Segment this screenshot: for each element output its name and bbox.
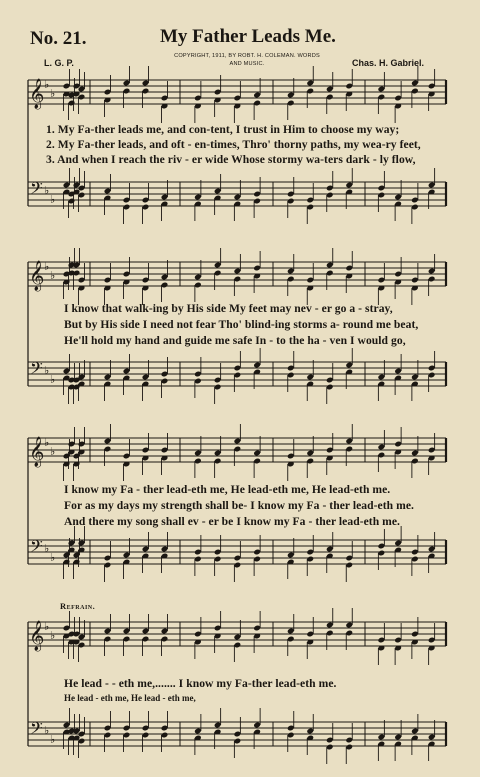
lyric-line: He lead - - eth me,....... I know my Fa-ther lead-eth me. (64, 677, 337, 690)
lyric-line: And there my song shall ev - er be I know my Fa - ther lead-eth me. (64, 515, 401, 528)
author-credit: L. G. P. (44, 58, 74, 68)
flat-sign: ♭ (44, 79, 50, 91)
refrain-label: Refrain. (60, 601, 96, 611)
lyric-line: 2. My Fa-ther leads, and oft - en-times, Thro' thorny paths, my wea-ry feet, (46, 138, 421, 151)
flat-sign: ♭ (50, 194, 56, 206)
flat-sign: ♭ (50, 734, 56, 746)
hymn-number: No. 21. (30, 28, 87, 49)
flat-sign: ♭ (44, 185, 50, 197)
clef-icon: 𝄞 (29, 621, 45, 651)
bass-clef-icon: 𝄢 (30, 718, 43, 742)
flat-sign: ♭ (50, 88, 56, 100)
flat-sign: ♭ (44, 365, 50, 377)
lyric-line: I know that walk-ing by His side My feet may nev - er go a - stray, (64, 302, 393, 315)
flat-sign: ♭ (50, 630, 56, 642)
lyric-line: I know my Fa - ther lead-eth me, He lead-eth me, He lead-eth me. (64, 483, 391, 496)
clef-icon: 𝄞 (29, 79, 45, 109)
hymn-title: My Father Leads Me. (160, 26, 336, 47)
lyric-line: 3. And when I reach the riv - er wide Whose stormy wa-ters dark - ly flow, (46, 153, 416, 166)
clef-icon: 𝄞 (29, 437, 45, 467)
flat-sign: ♭ (44, 543, 50, 555)
clef-icon: 𝄞 (29, 261, 45, 291)
lyric-line: For as my days my strength shall be- I know my Fa - ther lead-eth me. (64, 499, 414, 512)
flat-sign: ♭ (44, 725, 50, 737)
flat-sign: ♭ (50, 552, 56, 564)
lyric-line: 1. My Fa-ther leads me, and con-tent, I trust in Him to choose my way; (46, 123, 400, 136)
flat-sign: ♭ (50, 446, 56, 458)
lyric-line: He'll hold my hand and guide me safe In - to the ha - ven I would go, (64, 334, 406, 347)
lyric-line-small: He lead - eth me, He lead - eth me, (64, 693, 196, 703)
flat-sign: ♭ (44, 437, 50, 449)
flat-sign: ♭ (44, 261, 50, 273)
bass-clef-icon: 𝄢 (30, 178, 43, 202)
bass-clef-icon: 𝄢 (30, 536, 43, 560)
flat-sign: ♭ (50, 374, 56, 386)
flat-sign: ♭ (50, 270, 56, 282)
bass-clef-icon: 𝄢 (30, 358, 43, 382)
composer-credit: Chas. H. Gabriel. (352, 58, 425, 68)
copyright-notice: COPYRIGHT, 1911, BY ROBT. H. COLEMAN. WORDS AND MUSIC. (174, 53, 320, 67)
lyric-line: But by His side I need not fear Tho' blind-ing storms a- round me beat, (64, 318, 419, 331)
flat-sign: ♭ (44, 621, 50, 633)
